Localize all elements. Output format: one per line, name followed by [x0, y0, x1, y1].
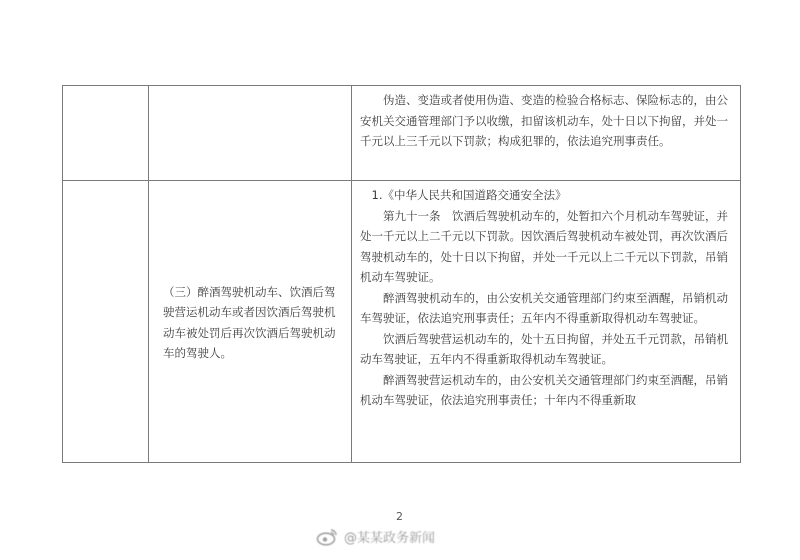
- table-cell-legal-basis: [352, 181, 741, 463]
- table-cell-category: [63, 181, 149, 463]
- law-heading: 1.《中华人民共和国道路交通安全法》: [371, 188, 567, 202]
- table-cell-category: [63, 86, 149, 181]
- watermark-text: @某某政务新闻: [344, 531, 436, 546]
- legal-paragraph: 饮酒后驾驶营运机动车的，处十五日拘留，并处五千元罚款，吊销机动车驾驶证，五年内不得重新取得机动车驾驶证。: [360, 331, 728, 366]
- table-cell-legal-basis: [352, 86, 741, 181]
- watermark: [316, 527, 435, 546]
- table-row: [63, 86, 741, 181]
- page-number: 2: [396, 510, 403, 523]
- legal-paragraph: 醉酒驾驶机动车的，由公安机关交通管理部门约束至酒醒，吊销机动车驾驶证，依法追究刑事责任；五年内不得重新取得机动车驾驶证。: [360, 290, 728, 325]
- table-cell-situation: [149, 86, 352, 181]
- law-table: [62, 85, 741, 463]
- situation-text: （三）醉酒驾驶机动车、饮酒后驾驶营运机动车或者因饮酒后驾驶机动车被处罚后再次饮酒后驾驶机动车的驾驶人。: [163, 284, 336, 360]
- table-row: [63, 181, 741, 463]
- weibo-icon: [316, 528, 338, 546]
- legal-paragraph: 第九十一条 饮酒后驾驶机动车的，处暂扣六个月机动车驾驶证，并处一千元以上二千元以下罚款。因饮酒后驾驶机动车被处罚，再次饮酒后驾驶机动车的，处十日以下拘留，并处一千元以上二千元以下罚款，吊销机动车驾驶证。: [360, 208, 728, 284]
- table-cell-situation: [149, 181, 352, 463]
- legal-paragraph: 醉酒驾驶营运机动车的，由公安机关交通管理部门约束至酒醒，吊销机动车驾驶证，依法追究刑事责任；十年内不得重新取: [360, 372, 728, 407]
- legal-paragraph: 伪造、变造或者使用伪造、变造的检验合格标志、保险标志的，由公安机关交通管理部门予以收缴，扣留该机动车，处十日以下拘留，并处一千元以上三千元以下罚款；构成犯罪的，依法追究刑事责任。: [360, 93, 728, 148]
